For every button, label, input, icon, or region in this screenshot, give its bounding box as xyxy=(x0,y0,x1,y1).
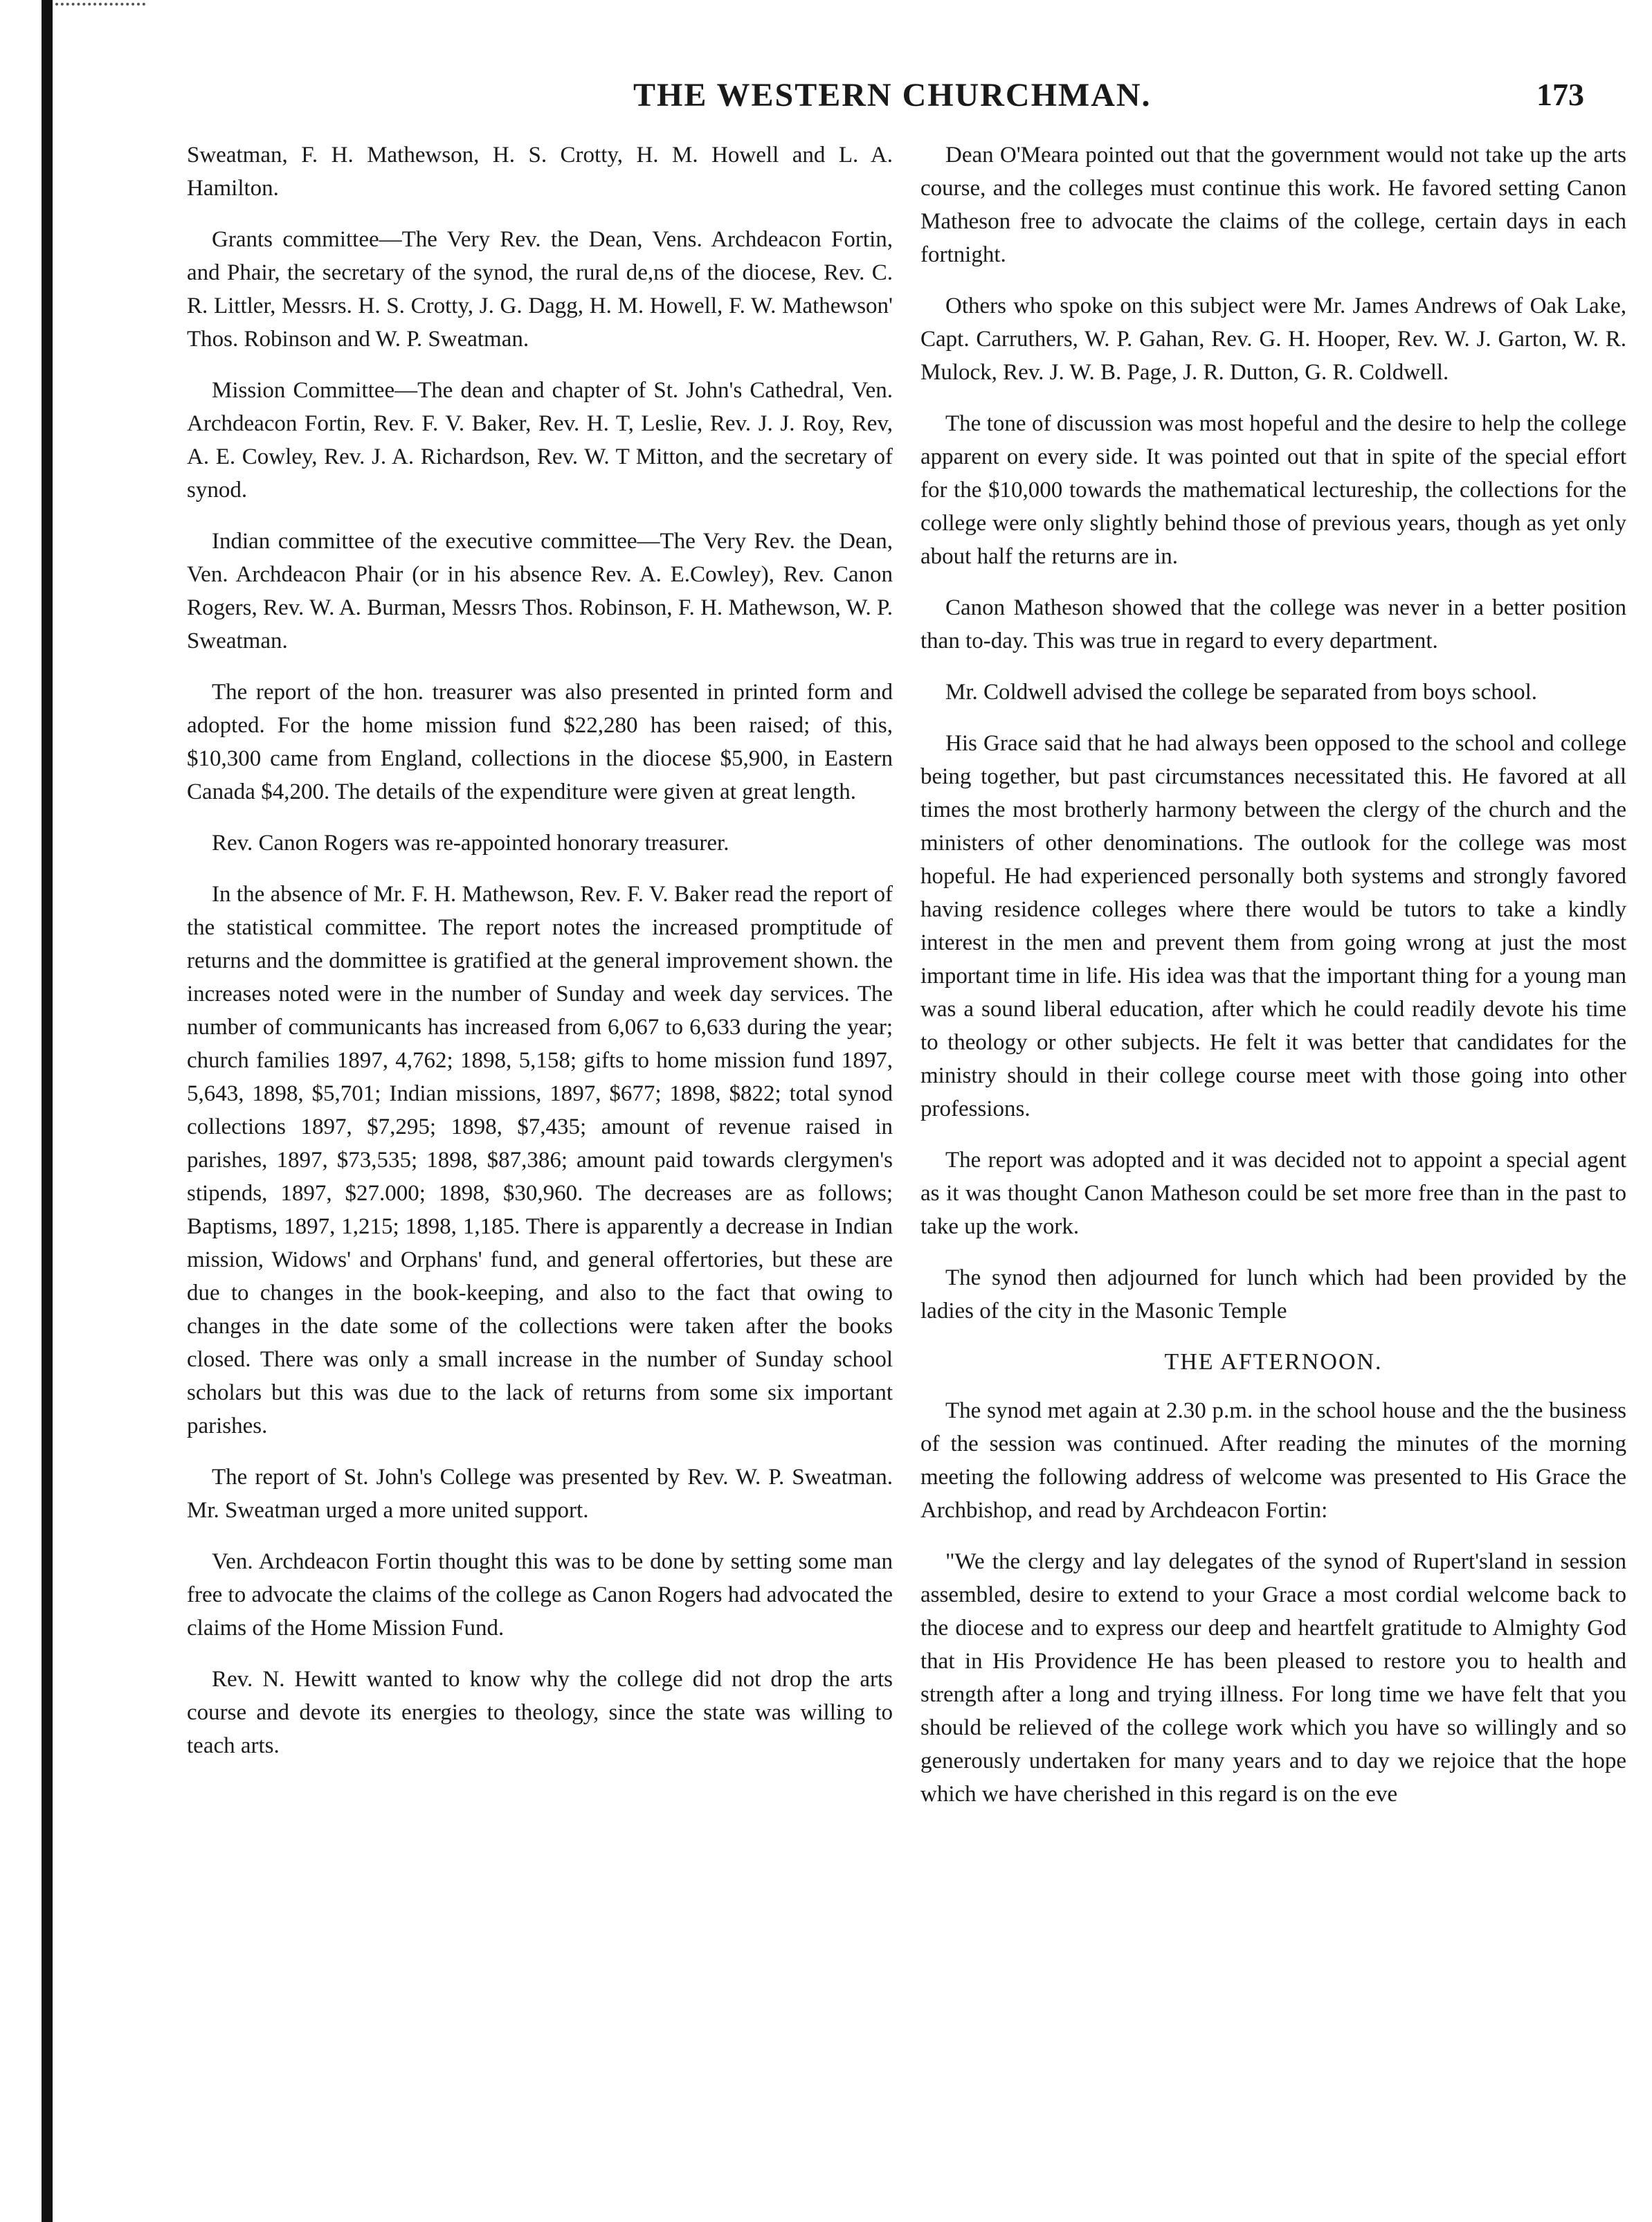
paragraph: Mr. Coldwell advised the college be separated from boys school. xyxy=(945,680,1538,705)
paragraph: Rev. N. Hewitt wanted to know why the college did not drop the arts course and devote its energies to theology, since the state was willing to teach arts. xyxy=(187,1667,893,1758)
section-heading: THE AFTERNOON. xyxy=(1164,1349,1383,1375)
paragraph: Others who spoke on this subject were Mr. James Andrews of Oak Lake, Capt. Carruthers, W. P. Gahan, Rev. G. H. Hooper, Rev. W. J. Garton, W. R. Mulock, Rev. J. W. B. Page, J. R. Dutton, G. R. Coldwell. xyxy=(920,293,1626,385)
paragraph: The report of St. John's College was presented by Rev. W. P. Sweatman. Mr. Sweatman urged a more united support. xyxy=(187,1465,893,1523)
paragraph: Rev. Canon Rogers was re-appointed honorary treasurer. xyxy=(212,831,729,856)
paragraph: The synod then adjourned for lunch which had been provided by the ladies of the city in the Masonic Temple xyxy=(920,1265,1626,1324)
page-number: 173 xyxy=(1536,77,1584,112)
scan-speckle xyxy=(55,3,145,8)
paragraph: Indian committee of the executive committee—The Very Rev. the Dean, Ven. Archdeacon Phair (or in his absence Rev. A. E.Cowley), Rev. Canon Rogers, Rev. W. A. Burman, Messrs Thos. Robinson, F. H. Mathewson, W. P. Sweatman. xyxy=(187,529,893,653)
paragraph: Sweatman, F. H. Mathewson, H. S. Crotty, H. M. Howell and L. A. Hamilton. xyxy=(187,143,893,201)
running-head xyxy=(0,76,1652,125)
paragraph: The report was adopted and it was decided not to appoint a special agent as it was thought Canon Matheson could be set more free than in the past to take up the work. xyxy=(920,1148,1626,1239)
paragraph: Dean O'Meara pointed out that the government would not take up the arts course, and the colleges must continue this work. He favored setting Canon Matheson free to advocate the claims of the college, certain days in each fortnight. xyxy=(920,143,1626,267)
paragraph: Ven. Archdeacon Fortin thought this was to be done by setting some man free to advocate the claims of the college as Canon Rogers had advocated the claims of the Home Mission Fund. xyxy=(187,1549,893,1641)
paragraph: Mission Committee—The dean and chapter of St. John's Cathedral, Ven. Archdeacon Fortin, Rev. F. V. Baker, Rev. H. T, Leslie, Rev. J. J. Roy, Rev, A. E. Cowley, Rev. J. A. Richardson, Rev. W. T Mitton, and the secretary of synod. xyxy=(187,378,893,503)
paragraph: "We the clergy and lay delegates of the synod of Rupert'sland in session assembled, desire to extend to your Grace a most cordial welcome back to the diocese and to express our deep and heartfelt gratitude to Almighty God that in His Providence He has been pleased to restore you to health and strength after a long and trying illness. For long time we have felt that you should be relieved of the college work which you have so willingly and so generously undertaken for many years and to day we rejoice that the hope which we have cherished in this regard is on the eve xyxy=(920,1549,1626,1807)
paragraph: The report of the hon. treasurer was also presented in printed form and adopted. For the home mission fund $22,280 has been raised; of this, $10,300 came from England, collections in the diocese $5,900, in Eastern Canada $4,200. The details of the expenditure were given at great length. xyxy=(187,680,893,804)
paragraph: In the absence of Mr. F. H. Mathewson, Rev. F. V. Baker read the report of the statistical committee. The report notes the increased promptitude of returns and the dommittee is gratified at the general improvement shown. the increases noted were in the number of Sunday and week day services. The number of communicants has increased from 6,067 to 6,633 during the year; church families 1897, 4,762; 1898, 5,158; gifts to home mission fund 1897, 5,643, 1898, $5,701; Indian missions, 1897, $677; 1898, $822; total synod collections 1897, $7,295; 1898, $7,435; amount of revenue raised in parishes, 1897, $73,535; 1898, $87,386; amount paid towards clergymen's stipends, 1897, $27.000; 1898, $30,960. The decreases are as follows; Baptisms, 1897, 1,215; 1898, 1,185. There is apparently a decrease in Indian mission, Widows' and Orphans' fund, and general offertories, but these are due to changes in the book-keeping, and also to the fact that owing to changes in the date some of the collections were taken after the books closed. There was only a small increase in the number of Sunday school scholars but this was due to the lack of returns from some six important parishes. xyxy=(187,882,893,1438)
running-title: THE WESTERN CHURCHMAN. xyxy=(633,77,1152,114)
right-column xyxy=(920,138,1626,1829)
paragraph: Canon Matheson showed that the college was never in a better position than to-day. This was true in regard to every department. xyxy=(920,595,1626,653)
paragraph: Grants committee—The Very Rev. the Dean, Vens. Archdeacon Fortin, and Phair, the secretary of the synod, the rural de,ns of the diocese, Rev. C. R. Littler, Messrs. H. S. Crotty, J. G. Dagg, H. M. Howell, F. W. Mathewson' Thos. Robinson and W. P. Sweatman. xyxy=(187,227,893,352)
left-column xyxy=(187,138,893,1780)
paragraph: The tone of discussion was most hopeful and the desire to help the college apparent on every side. It was pointed out that in spite of the special effort for the $10,000 towards the mathematical lectureship, the collections for the college were only slightly behind those of previous years, though as yet only about half the returns are in. xyxy=(920,411,1626,569)
paragraph: The synod met again at 2.30 p.m. in the school house and the the business of the session was continued. After reading the minutes of the morning meeting the following address of welcome was presented to His Grace the Archbishop, and read by Archdeacon Fortin: xyxy=(920,1398,1626,1523)
paragraph: His Grace said that he had always been opposed to the school and college being together, but past circumstances necessitated this. He favored at all times the most brotherly harmony between the clergy of the church and the ministers of other denominations. The outlook for the college was most hopeful. He had experienced personally both systems and strongly favored having residence colleges where there would be tutors to take a kindly interest in the men and prevent them from going wrong at just the most important time in life. His idea was that the important thing for a young man was a sound liberal education, after which he could readily devote his time to theology or other subjects. He felt it was better that candidates for the ministry should in their college course meet with those going into other professions. xyxy=(920,731,1626,1121)
page-edge-rule xyxy=(42,0,53,2222)
